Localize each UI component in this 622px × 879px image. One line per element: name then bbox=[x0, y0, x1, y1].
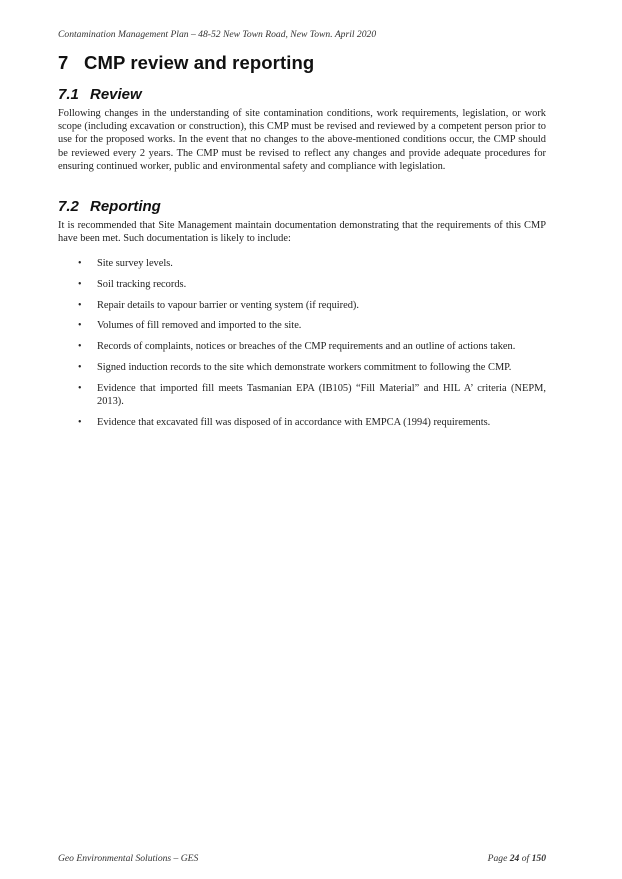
reporting-paragraph: It is recommended that Site Management maintain documentation demonstrating that the requirements of this CMP have been met. Such documentation is likely to include: bbox=[58, 220, 546, 245]
bullet-icon: • bbox=[78, 299, 82, 311]
list-item: • Evidence that excavated fill was disposed of in accordance with EMPCA (1994) requirements. bbox=[78, 416, 491, 428]
bullet-icon: • bbox=[78, 416, 82, 428]
bullet-icon: • bbox=[78, 258, 82, 269]
reporting-number: 7.2 bbox=[58, 198, 79, 215]
list-item: • Site survey levels. bbox=[78, 258, 173, 269]
section-number: 7 bbox=[58, 52, 69, 73]
footer-page-number: Page 24 of 150 bbox=[487, 853, 546, 864]
bullet-icon: • bbox=[78, 320, 82, 332]
review-heading bbox=[58, 86, 142, 103]
review-number: 7.1 bbox=[58, 86, 79, 103]
list-item: • Repair details to vapour barrier or venting system (if required). bbox=[78, 299, 359, 311]
list-item: • Signed induction records to the site which demonstrate workers commitment to following the CMP. bbox=[78, 361, 512, 373]
list-item: • Evidence that imported fill meets Tasmanian EPA (IB105) “Fill Material” and HIL A’ criteria (NEPM, 2013). bbox=[78, 382, 546, 407]
footer-company: Geo Environmental Solutions – GES bbox=[58, 853, 199, 864]
section-heading bbox=[58, 52, 314, 74]
list-item: • Volumes of fill removed and imported to the site. bbox=[78, 320, 302, 332]
current-page: 24 bbox=[509, 853, 520, 864]
reporting-heading bbox=[58, 198, 161, 215]
total-pages: 150 bbox=[531, 853, 546, 864]
reporting-title: Reporting bbox=[90, 198, 161, 215]
section-title: CMP review and reporting bbox=[84, 52, 315, 73]
running-header: Contamination Management Plan – 48-52 New Town Road, New Town. April 2020 bbox=[58, 29, 377, 40]
list-item: • Records of complaints, notices or breaches of the CMP requirements and an outline of actions taken. bbox=[78, 341, 516, 353]
bullet-icon: • bbox=[78, 382, 82, 394]
review-title: Review bbox=[90, 86, 142, 103]
list-item: • Soil tracking records. bbox=[78, 278, 187, 290]
review-paragraph: Following changes in the understanding of site contamination conditions, work requirements, legislation, or work scope (including excavation or construction), this CMP must be revised and reviewed by a competent person prior to use for the proposed works. In the event that no changes to the above-mentioned conditions occur, the CMP should be reviewed every 2 years. The CMP must be revised to reflect any changes and provide adequate procedures for ensuring continued worker, public and environmental safety and compliance with legislation. bbox=[58, 108, 546, 172]
reporting-list bbox=[58, 257, 546, 437]
bullet-icon: • bbox=[78, 278, 82, 290]
bullet-icon: • bbox=[78, 361, 82, 373]
bullet-icon: • bbox=[78, 341, 82, 353]
